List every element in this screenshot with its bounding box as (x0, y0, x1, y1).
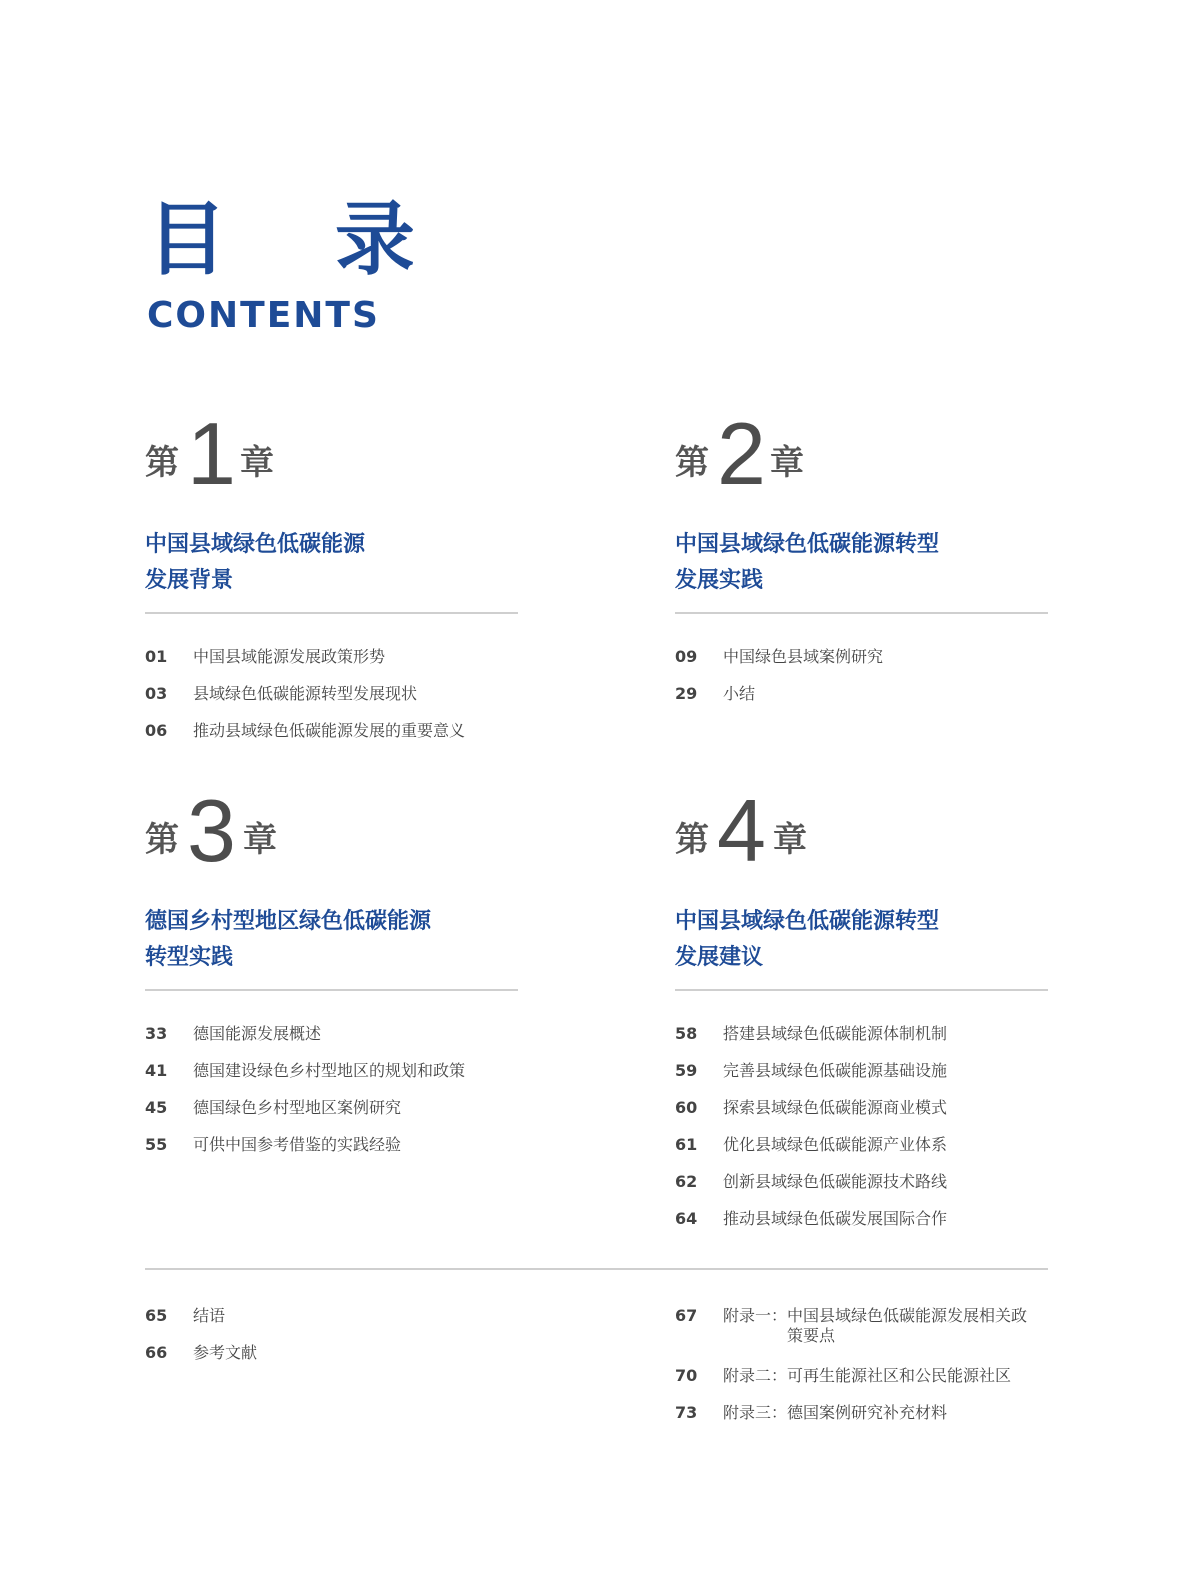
toc-entry[interactable] (675, 1061, 1048, 1098)
chapter-1 (145, 404, 518, 758)
divider (675, 989, 1048, 991)
toc-list (145, 647, 518, 758)
page-number: 29 (675, 684, 698, 703)
page-number: 66 (145, 1343, 168, 1362)
chapter-title-line: 发展建议 (675, 945, 764, 970)
entry-title: 中国县域绿色低碳能源发展相关政策要点 (787, 1306, 1028, 1345)
chapter-number: 4 (717, 781, 766, 880)
toc-entry[interactable] (145, 1135, 518, 1172)
toc-entry[interactable] (145, 721, 518, 758)
page-number: 61 (675, 1135, 698, 1154)
entry-title: 德国能源发展概述 (193, 1024, 322, 1043)
toc-entry[interactable] (675, 1135, 1048, 1172)
page-number: 55 (145, 1135, 168, 1154)
chapter-suffix: 章 (770, 443, 804, 483)
page-number: 41 (145, 1061, 168, 1080)
chapter-suffix: 章 (243, 820, 277, 860)
page-number: 01 (145, 647, 168, 666)
chapter-suffix: 章 (240, 443, 274, 483)
chapter-prefix: 第 (145, 443, 179, 483)
entry-title: 小结 (723, 684, 756, 703)
toc-entry[interactable] (675, 1306, 1048, 1366)
appendix-entry (723, 1366, 1042, 1403)
toc-list (675, 647, 1048, 721)
page-number: 58 (675, 1024, 698, 1043)
toc-entry[interactable] (675, 1366, 1048, 1403)
page-number: 45 (145, 1098, 168, 1117)
toc-entry[interactable] (145, 647, 518, 684)
entry-title: 优化县域绿色低碳能源产业体系 (723, 1135, 948, 1154)
page-number: 67 (675, 1306, 698, 1325)
entry-title: 德国绿色乡村型地区案例研究 (193, 1098, 402, 1117)
chapter-title-line: 中国县域绿色低碳能源转型 (675, 909, 940, 934)
entry-title: 可供中国参考借鉴的实践经验 (193, 1135, 402, 1154)
appendix-label: 附录一： (723, 1306, 788, 1325)
toc-entry[interactable] (145, 1306, 518, 1343)
chapter-title-line: 转型实践 (145, 945, 234, 970)
page-number: 06 (145, 721, 168, 740)
chapter-heading (675, 404, 1048, 503)
page-subtitle: CONTENTS (147, 295, 380, 336)
toc-entry[interactable] (145, 1024, 518, 1061)
divider (145, 612, 518, 614)
page-number: 62 (675, 1172, 698, 1191)
page-number: 60 (675, 1098, 698, 1117)
appendix-entry (723, 1306, 1042, 1366)
toc-entry[interactable] (675, 1209, 1048, 1246)
chapter-prefix: 第 (675, 443, 709, 483)
chapter-title[interactable] (145, 527, 518, 599)
toc-list (145, 1024, 518, 1172)
entry-title: 结语 (193, 1306, 226, 1325)
chapter-suffix: 章 (773, 820, 807, 860)
toc-entry[interactable] (675, 1403, 1048, 1440)
chapter-4 (675, 781, 1048, 1246)
appendix-label: 附录二： (723, 1366, 788, 1385)
chapter-heading (145, 404, 518, 503)
toc-entry[interactable] (675, 1172, 1048, 1209)
page-number: 73 (675, 1403, 698, 1422)
entry-title: 中国绿色县域案例研究 (723, 647, 884, 666)
entry-title: 探索县域绿色低碳能源商业模式 (723, 1098, 948, 1117)
entry-title: 参考文献 (193, 1343, 258, 1362)
appendix-entry (723, 1403, 1042, 1440)
toc-entry[interactable] (145, 1061, 518, 1098)
toc-entry[interactable] (675, 1024, 1048, 1061)
chapter-title[interactable] (145, 904, 518, 976)
page-number: 59 (675, 1061, 698, 1080)
entry-title: 德国建设绿色乡村型地区的规划和政策 (193, 1061, 466, 1080)
page-number: 64 (675, 1209, 698, 1228)
entry-title: 中国县域能源发展政策形势 (193, 647, 386, 666)
entry-title: 完善县域绿色低碳能源基础设施 (723, 1061, 948, 1080)
page-number: 09 (675, 647, 698, 666)
entry-title: 创新县域绿色低碳能源技术路线 (723, 1172, 948, 1191)
chapter-prefix: 第 (145, 820, 179, 860)
chapter-title-line: 德国乡村型地区绿色低碳能源 (145, 909, 432, 934)
divider (145, 1268, 1048, 1270)
toc-entry[interactable] (145, 1098, 518, 1135)
toc-entry[interactable] (675, 1098, 1048, 1135)
entry-title: 推动县域绿色低碳发展国际合作 (723, 1209, 948, 1228)
entry-title: 德国案例研究补充材料 (787, 1403, 948, 1422)
chapter-title-line: 中国县域绿色低碳能源转型 (675, 532, 940, 557)
chapter-heading (145, 781, 518, 880)
chapter-heading (675, 781, 1048, 880)
chapter-title-line: 中国县域绿色低碳能源 (145, 532, 366, 557)
entry-title: 推动县域绿色低碳能源发展的重要意义 (193, 721, 466, 740)
entry-title: 可再生能源社区和公民能源社区 (787, 1366, 1012, 1385)
page-number: 03 (145, 684, 168, 703)
chapter-title[interactable] (675, 904, 1048, 976)
chapter-2 (675, 404, 1048, 721)
toc-entry[interactable] (145, 1343, 518, 1380)
chapter-number: 2 (717, 404, 766, 503)
chapter-3 (145, 781, 518, 1172)
page-number: 65 (145, 1306, 168, 1325)
divider (145, 989, 518, 991)
toc-entry[interactable] (675, 647, 1048, 684)
chapter-prefix: 第 (675, 820, 709, 860)
chapter-title-line: 发展背景 (145, 568, 234, 593)
chapter-number: 3 (187, 781, 236, 880)
appendix-label: 附录三： (723, 1403, 788, 1422)
entry-title: 县域绿色低碳能源转型发展现状 (193, 684, 418, 703)
page-title: 目 录 (147, 193, 455, 286)
chapter-title-line: 发展实践 (675, 568, 764, 593)
chapter-number: 1 (187, 404, 236, 503)
page-number: 33 (145, 1024, 168, 1043)
appendix-list (675, 1306, 1048, 1440)
toc-entry[interactable] (145, 684, 518, 721)
divider (675, 612, 1048, 614)
page-number: 70 (675, 1366, 698, 1385)
closing-list (145, 1306, 518, 1380)
chapter-title[interactable] (675, 527, 1048, 599)
toc-list (675, 1024, 1048, 1246)
toc-entry[interactable] (675, 684, 1048, 721)
entry-title: 搭建县域绿色低碳能源体制机制 (723, 1024, 948, 1043)
